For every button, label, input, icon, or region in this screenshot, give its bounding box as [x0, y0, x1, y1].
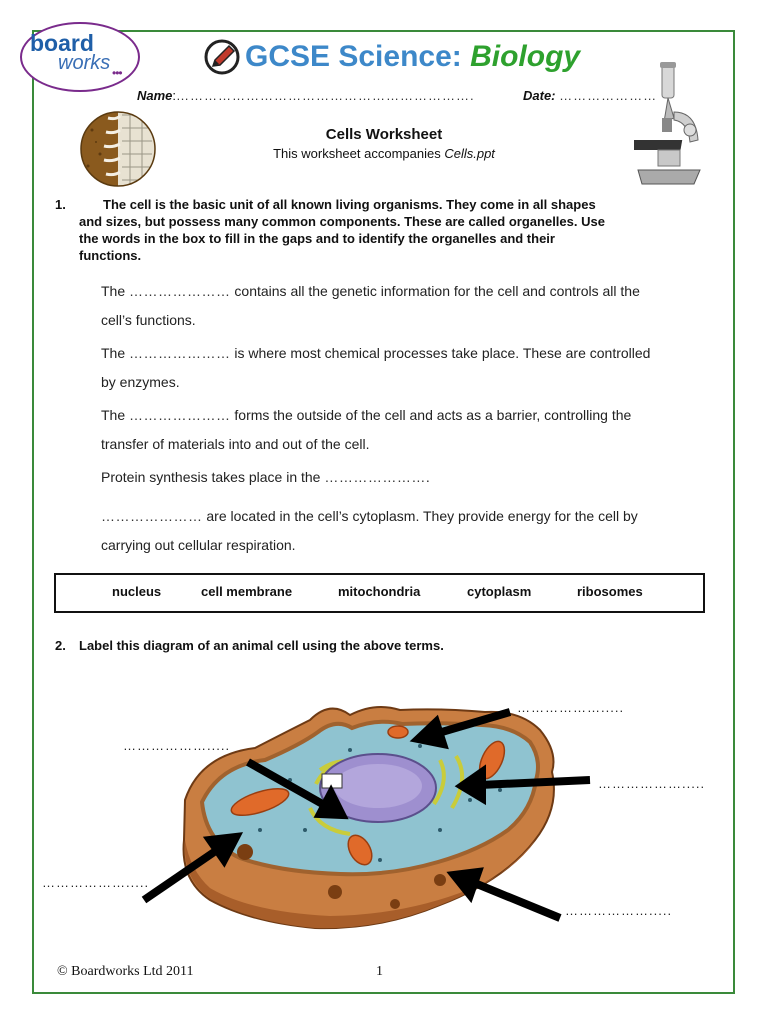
pencil-icon	[203, 38, 241, 76]
subtitle-file: Cells.ppt	[444, 146, 495, 161]
header-biology: Biology	[470, 40, 581, 73]
name-label: Name	[137, 88, 173, 103]
s3-post: forms the outside of the cell and acts as a barrier, controlling the	[230, 407, 632, 423]
q2-text: Label this diagram of an animal cell using the above terms.	[79, 638, 444, 653]
s2-line2: by enzymes.	[101, 374, 180, 390]
s5-post: are located in the cell’s cytoplasm. They provide energy for the cell by	[202, 508, 638, 524]
sentence-mitochondria	[101, 502, 711, 560]
blank-3[interactable]: …………………	[129, 407, 231, 423]
date-label: Date:	[523, 88, 556, 103]
s2-pre: The	[101, 345, 130, 361]
blank-5[interactable]: …………………	[101, 508, 203, 524]
worksheet-title: Cells Worksheet	[325, 126, 443, 143]
q1-line-3: the words in the box to fill in the gaps and to identify the organelles and their	[79, 231, 555, 246]
s1-post: contains all the genetic information for the cell and controls all the	[230, 283, 640, 299]
s5-line2: carrying out cellular respiration.	[101, 537, 296, 553]
word-ribosomes: ribosomes	[577, 584, 643, 599]
blank-4[interactable]: …………………	[324, 469, 426, 485]
microscope-image	[634, 62, 706, 190]
word-cytoplasm: cytoplasm	[467, 584, 532, 599]
word-cell-membrane: cell membrane	[201, 584, 293, 599]
date-dots: …………………	[559, 88, 658, 103]
page-number: 1	[376, 964, 383, 979]
sentence-membrane	[101, 401, 711, 459]
name-colon: :	[172, 88, 177, 103]
s4-post: .	[425, 469, 430, 485]
blank-2[interactable]: …………………	[129, 345, 231, 361]
label-blank-right[interactable]: ……………….....	[598, 776, 706, 791]
header-gcse: GCSE Science:	[245, 40, 462, 73]
s4-pre: Protein synthesis takes place in the	[101, 469, 325, 485]
q1-line-4: functions.	[79, 248, 142, 263]
sentence-cytoplasm	[101, 339, 711, 397]
logo-dots: •••	[112, 66, 122, 80]
header-title	[245, 42, 580, 72]
q1-line-2: and sizes, but possess many common components. These are called organelles. Use	[79, 214, 605, 229]
logo-text-works: works	[58, 52, 111, 74]
q1-number: 1.	[55, 197, 66, 212]
s3-line2: transfer of materials into and out of the cell.	[101, 436, 370, 452]
animal-cell-diagram	[140, 690, 600, 935]
s3-pre: The	[101, 407, 130, 423]
copyright: © Boardworks Ltd 2011	[57, 964, 194, 979]
subtitle-prefix: This worksheet accompanies	[273, 146, 445, 161]
q2-number: 2.	[55, 638, 66, 653]
s1-pre: The	[101, 283, 130, 299]
q1-line-1: The cell is the basic unit of all known living organisms. They come in all shapes	[103, 197, 596, 212]
label-blank-bottom-right[interactable]: ……………….....	[565, 903, 673, 918]
blank-1[interactable]: …………………	[129, 283, 231, 299]
s2-post: is where most chemical processes take place. These are controlled	[230, 345, 651, 361]
label-blank-top-right[interactable]: ……………….....	[517, 700, 625, 715]
word-mitochondria: mitochondria	[338, 584, 421, 599]
name-dots: ……………………………………………………….	[176, 88, 475, 103]
sentence-nucleus	[101, 277, 711, 335]
s1-line2: cell’s functions.	[101, 312, 196, 328]
word-nucleus: nucleus	[112, 584, 162, 599]
logo-text-board: board	[30, 30, 94, 56]
sentence-ribosomes	[101, 463, 711, 492]
label-blank-bottom-left[interactable]: ……………….....	[42, 875, 150, 890]
name-field[interactable]	[137, 88, 475, 103]
label-blank-top-left[interactable]: ……………….....	[123, 738, 231, 753]
